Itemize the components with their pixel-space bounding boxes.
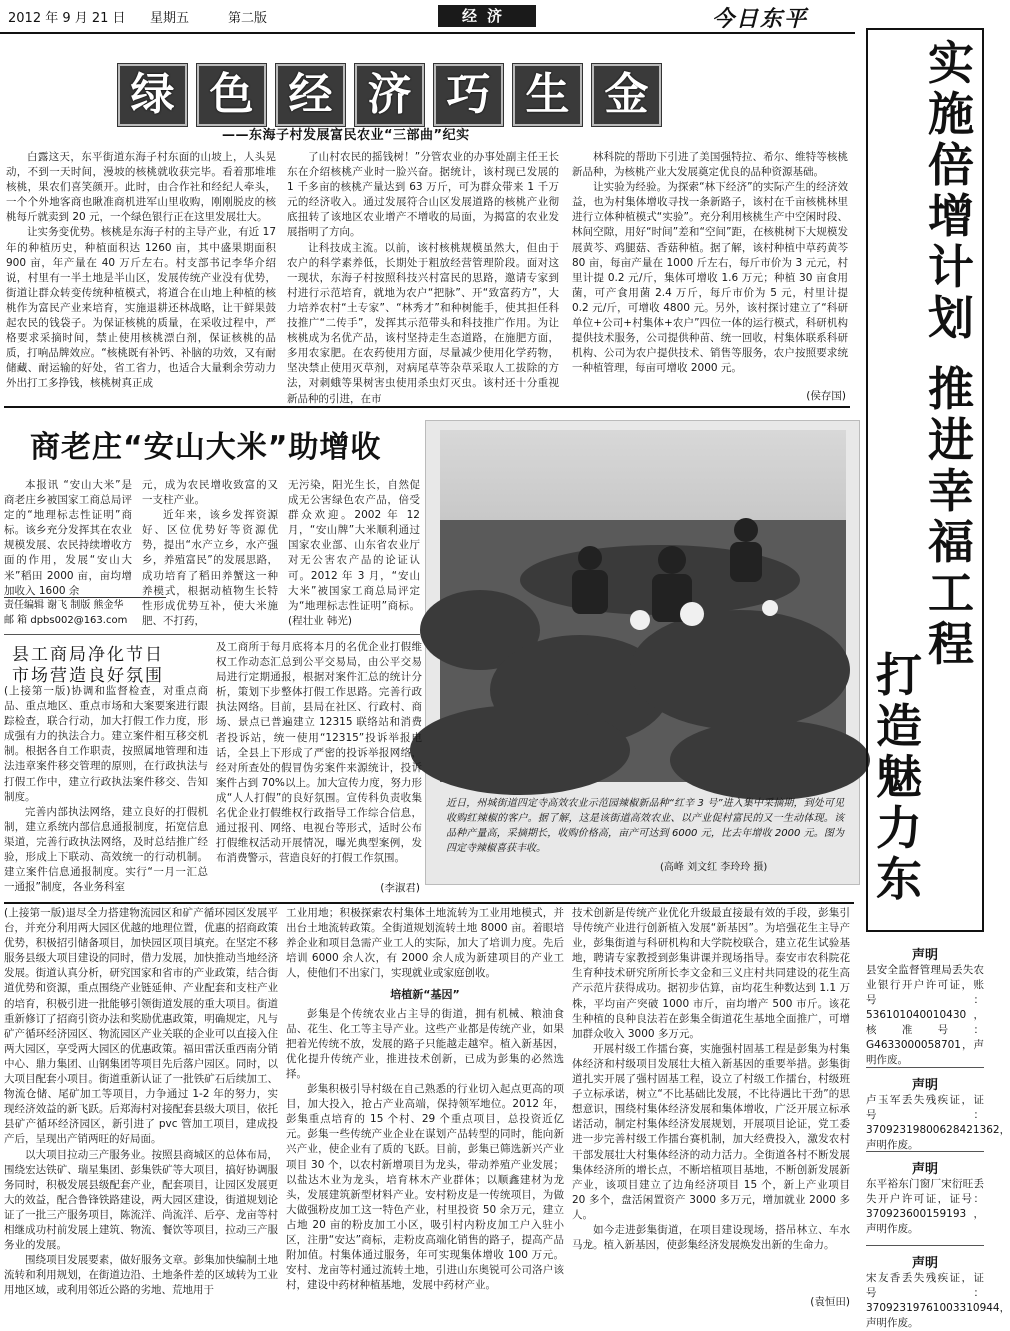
- headline-spacer: [874, 38, 924, 650]
- section-divider: [4, 902, 854, 904]
- headline-char: 推: [928, 362, 974, 416]
- headline-char: 力: [876, 801, 922, 855]
- headline-char: 造: [876, 699, 922, 753]
- issue-date: 2012 年 9 月 21 日: [8, 11, 126, 26]
- paragraph: 本报讯 “安山大米”是商老庄乡被国家工商总局评定的“地理标志性证明”商标。该乡充分发挥其在农业规模发展、农民持续增收方面的作用，发展“安山大米”稻田 2000 亩，亩均增加收入 1600 余: [4, 479, 132, 597]
- story4-byline: (袁恒田): [810, 1296, 850, 1308]
- editor-line: 责任编辑 谢飞 制版 熊金华: [4, 600, 124, 611]
- headline-char: 幸: [928, 464, 974, 518]
- paragraph: 让实验为经验。为探索“林下经济”的实际产生的经济效益，也为村集体增收寻找一条新路子，该村在千亩核桃林里进行立体种植模式“实验”。充分利用核桃生产中空闲时段、林间空隙，用好“时间”差和“空间”距，在核桃树下大规模发展黄芩、鸡腿菇、香菇种植。据了解，该村种植中草药黄芩 80 亩，每亩产量在 1000 斤左右，每斤市价为 3 元元，村里计提 0.2 元/斤，集体可增收 1.6 万元；种植 30 亩食用菌，可产食用菌 2.4 万斤，每斤市价为 5 元，村里计提 0.2 元/斤，可增收 4800 元。另外，该村探讨建立了“科研单位+公司+村集体+农户”四位一体的运行模式，科研机构提供技术服务，公司提供种苗、统一回收，村集体联系科研机构、公司为农户提供技术、销售等服务，农户按照要求统一种植管理，每亩可增收 2000 元。: [572, 181, 848, 375]
- paragraph: 彭集积极引导村级在自己熟悉的行业切入起点更高的项目，加大投入，抢占产业高端，保持领军地位。2012 年，彭集重点培育的 15 个村、29 个重点项目，总投资近亿元。彭集一些传统产业企业在谋划产品转型的同时，能向新兴产业，使企业有了质的飞跃。目前，彭集已筛选新兴产业项目 30 个，以农村新增项目为龙头，带动养殖产业发展；以盐达木业为龙头，培育林木产业群体；以顺鑫建材为龙头，发展建筑新型材料产业。安村粉皮是一传统项目，为做大做强粉皮加工这一特色产业，村里投资 50 余万元，建立占地 20 亩的粉皮加工小区，吸引村内粉皮加工户入驻小区，注册“安达”商标，走粉皮高端化销售的路子，提高产品附加值。村集体通过服务，年可实现集体增收 100 万元。安村、龙亩等村通过流转土地，引进山东奥锐可公司洛户该村，建设中药材种植基地，发展中药材产业。: [286, 1083, 564, 1292]
- headline-char: 福: [928, 515, 974, 569]
- notice-list: [866, 944, 1010, 1329]
- paragraph: 以大项目拉动三产服务业。按照县商城区的总体布局，围绕宏达铁矿、瑞星集团、彭集铁矿等大项目，搞好协调服务同时，积极发展县级配套产业，配套项目，让园区发展更大的效益，配合鲁锋铁路建设，两大园区建设，街道规划论证了一批三产服务项目，陈流洋、尚流洋、后亭、龙亩等村相继成功村前发展上建筑、物流、餐饮等项目，拉动三产服务业的发展。: [4, 1148, 278, 1252]
- masthead: [0, 0, 990, 34]
- story4-column-3: [572, 906, 850, 1292]
- paragraph: 白露这天，东平街道东海子村东面的山坡上，人头晃动，不到一天时间，漫坡的核桃就收获完毕。看着那堆堆核桃，果农们喜笑颜开。此时，由合作社和经纪人牵头，一个个外地客商也瞅准商机进军山里收购，刚刚脱皮的核桃每斤就卖到 20 元，一个绿色银行正在这里发展壮大。: [6, 151, 276, 224]
- paragraph: (上接第一版)退尽全力搭建物流园区和矿产循环园区发展平台，并充分利用两大园区优越的地理位置，优惠的招商政策优势，积极招引储备项目，加快园区项目填充。在坚定不移服务县级大项目建设的同时，借力发展，加快推动当地经济发展。街道认真分析，研究国家和省市的产业政策，结合街道优势和资源，重点围绕产业链延伸、产业配套和支柱产业的培育，积极引进一批能够引领街道发展的重大项目。街道重新修订了招商引资办法和奖励优惠政策，明确规定，凡与矿产循环经济园区、物流园区产业关联的企业可以直接入住两大园区，享受两大园区的优惠政策。福田雷沃重西南分销中心、鼎力集团、山钢集团等项目先后落户园区。同时，以大项目配套小项目。街道重新认证了一批铁矿石后续加工、物流仓储、尾矿加工等项目，力争通过 1-2 年的努力，实现经济效益的新飞跃。后郑海村对接配套县级大项目，依托县矿产循环经济园区，新引进了 pvc 管加工项目，建成投产后，呈现出产销两旺的好局面。: [4, 907, 278, 1146]
- paragraph: 彭集是个传统农业占主导的街道，拥有机械、粮油食品、花生、化工等主导产业。这些产业都是传统产业，如果把着光传统不放，发展的路子只能越走越窄。植入新基因，优化提升传统产业，推进技术创新，已成为彭集的必然选择。: [286, 1007, 564, 1080]
- newspaper-logo: 今日东平: [712, 6, 809, 32]
- story1-column-3: [572, 150, 848, 388]
- headline-char: 进: [928, 413, 974, 467]
- section-divider: [4, 406, 850, 408]
- headline-char: 金: [592, 64, 661, 126]
- paragraph: 围绕项目发展要素，做好服务文章。彭集加快编制土地流转和利用规划，在街道边沿、土地条件差的区域转为工业用地区域，或利用邻近公路的劣地、荒地用于: [4, 1254, 278, 1297]
- story3-column-1: [4, 684, 208, 896]
- headline-char: 巧: [434, 64, 503, 126]
- story1-column-2: [287, 150, 559, 405]
- story3-headline-line-2: 市场营造良好氛围: [12, 666, 164, 686]
- headline-char: 打: [876, 648, 922, 702]
- paragraph: 让实务变优势。核桃是东海子村的主导产业，有近 17 年的种植历史，种植面积达 1260 亩，其中盛果期面积 900 亩，年产量在 40 万斤左右。村支部书记李华介绍说，村里有一半土地是半山区，发展传统产业没有优势，街道让群众转变传统种植模式，将道合在山地上种植的核桃作为富民产业来培育，实施退耕还林战略，让干鲜果鼓起农民的钱袋子。为保证核桃的质量，在采收过程中，严格要求采摘时间，禁止使用核桃漂白剂，保证核桃的品质，打响品牌效应。“核桃既有补钙、补脑的功效，又有耐储藏、耐运输的好处，省工省力，也适合大量剩余劳动力外出打工多挣钱，核桃树真正成: [6, 226, 276, 390]
- story4-subheading: 培植新“基因”: [390, 988, 460, 1002]
- story1-subtitle: ——东海子村发展富民农业“三部曲”纪实: [222, 128, 470, 143]
- headline-char: 增: [928, 189, 974, 243]
- notice-title: 声明: [911, 1256, 938, 1271]
- headline-char: 程: [928, 617, 974, 671]
- paragraph: 及工商所于每月底将本月的名优企业打假维权工作动态汇总到公平交易局，由公平交易局进行定期通报，根据对案件汇总的统计分析，策划下步整体打假工作思路。完善行政执法网络。目前，县局在社区、行政村、商场、景点已普遍建立 12315 联络站和消费者投诉站，统一使用“12315”投诉举报电话，全县上下形成了严密的投诉举报网络，经对所查处的假冒伪劣案件来源统计，投诉案件占到 70%以上。加大宣传力度，努力形成“人人打假”的良好氛围。宣传科负责收集名优企业打假维权行政指导工作综合信息，通过报刊、网络、电视台等形式，适时公布打假维权活动开展情况，曝光典型案例，发布消费警示，营造良好的打假工作氛围。: [216, 641, 422, 865]
- edition-label: 第二版: [228, 11, 268, 26]
- paragraph: 元，成为农民增收致富的又一支柱产业。: [142, 479, 278, 507]
- notice-body: 卢玉军丢失残疾证，证号：37092319800628421362，声明作废。: [866, 1094, 1010, 1151]
- story3-headline-line-1: 县工商局净化节日: [12, 645, 164, 665]
- section-label: 经济: [438, 5, 536, 27]
- paragraph: 技术创新是传统产业优化升级最直接最有效的手段，彭集引导传统产业进行创新植入发展“新基因”。为培强花生主导产业，彭集街道与科研机构和大学院校联合，建立花生试验基地，聘请专家教授到彭集讲课并现场指导。泰安市农科院花生育种技术研究所所长李文金和三义庄村共同建设的花生高产示范片获得成功。据初步估算，亩均花生种数达到 1.1 万株，平均亩产突破 1000 市斤，亩均增产 500 市斤。该花生种植的良种良法若在彭集全街道花生基地全面推广，可增加群众收入 3000 多万元。: [572, 907, 850, 1040]
- headline-char: 实: [928, 36, 974, 90]
- photo-credit: (高峰 刘文红 李玲玲 摄): [660, 862, 768, 873]
- paragraph: 林科院的帮助下引进了美国强特拉、希尔、维特等核桃新品种，为核桃产业大发展奠定优良的品种资源基础。: [572, 151, 848, 179]
- headline-char: 济: [355, 64, 424, 126]
- sidebar-headline-box: [866, 28, 984, 932]
- notice-title: 声明: [911, 948, 938, 963]
- editor-email: 邮 箱 dpbs002@163.com: [4, 615, 128, 626]
- paragraph: 完善内部执法网络，建立良好的打假机制，建立系统内部信息通报制度，拓宽信息渠道，完善行政执法网络，及时总结推广经验，形成上下联动、高效统一的行动机制。建立案件信息通报制度。实行“一月一汇总一通报”制度，各业务科室: [4, 805, 208, 894]
- editor-info: [4, 597, 166, 629]
- story3-column-2: [216, 640, 422, 878]
- story3-byline: (李淑君): [380, 882, 420, 894]
- paragraph: 开展村级工作擂台赛，实施强村固基工程是彭集为村集体经济和村级项目发展壮大植入新基因的重要举措。彭集街道扎实开展了强村固基工程，设立了村级工作擂台，村级班子立标承诺，树立“不比基础比发展，不比待遇比干劲”的思想意识，围绕村集体经济发展和集体增收，广泛开展立标承诺活动，制定村集体经济发展规划，开展项目论证，党工委进一步完善村级工作擂台赛机制，加大经费投入，激发农村干部发展壮大村集体经济的动力活力。全街道各村不断发展集体经济所的增长点，不断培植项目基地，不断创新发展新产业，该项目建立了边角经济项目 15 个，新上产业项目 20 多个，盘活闲置资产 3000 多万元，增加就业 2000 多人。: [572, 1042, 850, 1221]
- paragraph: 了山村农民的摇钱树！”分管农业的办事处副主任王长东在介绍核桃产业时一脸兴奋。据统计，该村现已发展的 1 千多亩的核桃产量达到 63 万斤，可为群众带来 1 千万元的经济收入。通过发展符合山区发展道路的核桃产业彻底扭转了该地区农业增产不增收的局面，为揭富的农业发展指明了方向。: [287, 151, 559, 239]
- notice-title: 声明: [911, 1162, 938, 1177]
- headline-char: 东: [876, 852, 922, 906]
- headline-char: 施: [928, 87, 974, 141]
- photo-caption: 近日，州城街道四定寺高效农业示范园辣椒新品种“红辛 3 号”进入集中采摘期，到处可见收购红辣椒的客户。据了解，这是该街道高效农业、以产业促村富民的又一生动体现。该品种产量高，采摘期长，收购价格高，亩产可达到 6000 元，比去年增收 2000 元。图为四定寺辣椒喜获丰收。: [446, 798, 844, 854]
- headline-gap: [926, 344, 976, 364]
- divider: [4, 634, 420, 635]
- news-photo: [440, 430, 846, 782]
- notice-body: 东平裕东门窗厂宋衍旺丢失开户许可证，证号：370923600159193，声明作废。: [866, 1178, 984, 1235]
- paragraph: 工业用地；积极探索农村集体土地流转为工业用地模式，并出台土地流转政策。全街道规划流转土地 8000 亩。着眼培养企业和项目急需产业工人的实际，加大了培训力度。先后培训 6000 余人次，有 2000 余人成为新建项目的产业工人，使他们不出家门，实现就业或家庭创收。: [286, 907, 564, 980]
- paragraph: (上接第一版)协调和监督检查，对重点商品、重点地区、重点市场和大案要案进行跟踪检查，联合行动，加大打假工作力度，形成强有力的执法合力。建立案件相互移交机制。根据各自工作职责，按照属地管理和违法违章案件移交管理的原则，在行政执法与打假工作中，建立行政执法案件移交、告知制度。: [4, 685, 208, 803]
- story4-column-2: [286, 906, 564, 1312]
- pepper-field-photo: [440, 430, 846, 782]
- headline-char: 魅: [876, 750, 922, 804]
- story2-column-1: [4, 478, 132, 598]
- sidebar-headline-col-1: [926, 38, 976, 670]
- story2-headline: 商老庄“安山大米”助增收: [30, 430, 382, 465]
- headline-char: 倍: [928, 138, 974, 192]
- story1-byline: (侯存国): [806, 390, 846, 402]
- headline-char: 计: [928, 240, 974, 294]
- headline-char: 生: [513, 64, 582, 126]
- headline-char: 色: [197, 64, 266, 126]
- headline-char: 划: [928, 291, 974, 345]
- notice-body: 县安全监督管理局丢失农业银行开户许可证，账号：536101040010430，核准号：G4633000058701，声明作废。: [866, 964, 984, 1066]
- paragraph: 无污染，阳光生长，自然促成无公害绿色农产品，倍受群众欢迎。2002 年 12 月，“安山牌”大米顺利通过国家农业部、山东省农业厅对无公害农产品的论证认可。2012 年 3 月，“安山大米”被国家工商总局评定为“地理标志性证明”商标。(程壮业 韩光): [288, 479, 420, 627]
- sidebar-headline-col-2: [874, 38, 924, 905]
- story4-column-1: [4, 906, 278, 1312]
- headline-char: 经: [276, 64, 345, 126]
- issue-weekday: 星期五: [150, 11, 190, 26]
- story1-headline: [118, 64, 661, 126]
- story2-column-3: [288, 478, 420, 630]
- masthead-rule: [0, 32, 855, 34]
- notice-divider: [866, 1245, 984, 1246]
- paragraph: 让科技成主流。以前，该村核桃规模虽然大，但由于农户的科学素养低，长期处于粗放经营管理阶段。面对这一现状，东海子村按照科技兴村富民的思路，邀请专家到村进行示范培育，就地为农户“把脉”、开“致富药方”，大力培养农村“土专家”、“林秀才”和种树能手，使其担任科技推广“二传手”，发挥其示范带头和科技推广作用。为让核桃成为名优产品，该村坚持走生态道路，在施肥方面，多用农家肥。在农药使用方面，尽量减少使用化学药物，坚决禁止使用灭草剂，对病尾草等杂草采取人工拔除的方法，对刺蛾等果树害虫使用杀虫灯灭虫。该村还十分重视新品种的引进，在市: [287, 241, 559, 405]
- paragraph: 近年来，该乡发挥资源好、区位优势好等资源优势，提出“水产立乡，水产强乡，养殖富民”的发展思路，成功培育了稻田养蟹这一种养模式，根据动植物生长特性形成优势互补，使大米施肥、不打药，: [142, 509, 278, 627]
- headline-char: 绿: [118, 64, 187, 126]
- story1-column-1: [6, 150, 276, 402]
- notice-body: 宋友香丢失残疾证，证号：37092319761003310944，声明作废。: [866, 1272, 1010, 1329]
- paragraph: 如今走进彭集街道，在项目建设现场，搭吊林立、车水马龙。植入新基因，使彭集经济发展焕发出新的生命力。: [572, 1223, 850, 1252]
- notice-title: 声明: [911, 1078, 938, 1093]
- headline-char: 工: [928, 566, 974, 620]
